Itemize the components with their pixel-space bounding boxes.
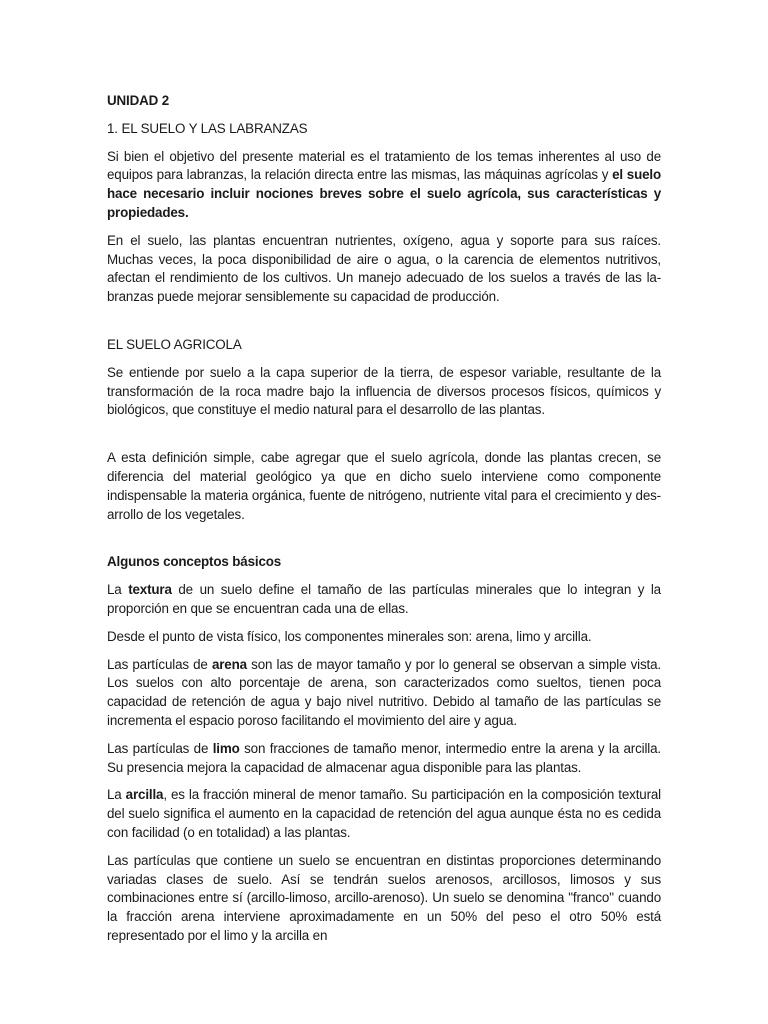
- spacer: [107, 316, 661, 336]
- paragraph-texture: [107, 581, 661, 619]
- paragraph-texture-text-a: La: [107, 582, 129, 598]
- paragraph-sand-text-a: Las partículas de: [107, 656, 212, 672]
- paragraph-soil-definition: Se entiende por suelo a la capa superior de la tierra, de espesor variable, resultante de la transformación de la roca madre bajo la influencia de diversos procesos físicos, químicos y biológicos, que constituye el medio natural para el desarrollo de las plantas.: [107, 364, 661, 418]
- paragraph-silt-text-c: son fracciones de tamaño menor, intermedio entre la arena y la arcilla. Su presencia mejora la capacidad de almacenar agua disponible para las plantas.: [107, 740, 662, 775]
- section-title-suelo-labranzas: 1. EL SUELO Y LAS LABRANZAS: [107, 120, 308, 136]
- paragraph-sand-term: arena: [211, 656, 247, 672]
- paragraph-plants-soil: En el suelo, las plantas encuentran nutrientes, oxígeno, agua y soporte para sus raíces. Muchas veces, la poca disponibilidad de aire o agua, o la carencia de elementos nutritivos, afectan el rendimiento de los cultivos. Un manejo adecuado de los suelos a través de las la- branzas puede mejorar sensiblemente su capacidad de producción.: [107, 232, 661, 305]
- paragraph-texture-text-c: de un suelo define el tamaño de las partículas minerales que lo integran y la proporción en que se encuentran cada una de ellas.: [107, 582, 661, 616]
- paragraph-clay-text-c: , es la fracción mineral de menor tamaño. Su participación en la composición textural del suelo significa el aumento en la capacidad de retención del agua aunque ésta no es cedida con facilidad (o en totalidad) a las plantas.: [107, 787, 661, 840]
- paragraph-soil-classes: Las partículas que contiene un suelo se encuentran en distintas proporciones determinando variadas clases de suelo. Así se tendrán suelos arenosos, arcillosos, limosos y sus combinaciones entre sí (arcillo-limoso, arcillo-arenoso). Un suelo se denomina "franco" cuando la fracción arena interviene aproximadamente en un 50% del peso el otro 50% está representado por el limo y la arcilla en: [107, 852, 661, 943]
- spacer: [107, 429, 661, 449]
- paragraph-silt-term: limo: [212, 740, 240, 756]
- paragraph-objective: [107, 148, 661, 223]
- paragraph-agricultural-soil: A esta definición simple, cabe agregar que el suelo agrícola, donde las plantas crecen, se diferencia del material geológico ya que en dicho suelo interviene como componente indispensable la materia orgánica, fuente de nitrógeno, nutriente vital para el crecimiento y des- arrollo de los vegetales.: [107, 450, 661, 522]
- unit-title: UNIDAD 2: [107, 93, 170, 108]
- paragraph-objective-text: Si bien el objetivo del presente material es el tratamiento de los temas inherentes al uso de equipos para labranzas, la relación directa entre las mismas, las máquinas agrícolas y: [107, 148, 661, 183]
- section-title-suelo-agricola: EL SUELO AGRICOLA: [107, 336, 242, 352]
- paragraph-objective-bold: el suelo hace necesario incluir nociones breves sobre el suelo agrícola, sus características y propiedades.: [107, 167, 661, 220]
- paragraph-clay-text-a: La: [107, 787, 126, 803]
- paragraph-mineral-components: Desde el punto de vista físico, los componentes minerales son: arena, limo y arcilla.: [107, 628, 592, 644]
- concepts-title: Algunos conceptos básicos: [107, 554, 282, 570]
- paragraph-clay-term: arcilla: [125, 787, 164, 803]
- paragraph-silt-text-a: Las partículas de: [107, 740, 213, 756]
- paragraph-silt: [107, 740, 661, 778]
- paragraph-sand: [107, 656, 661, 731]
- spacer: [107, 533, 661, 553]
- paragraph-sand-text-c: son las de mayor tamaño y por lo general se observan a simple vista. Los suelos con alto porcentaje de arena, son caracterizados como sueltos, tienen poca capacidad de retención de agua y bajo nivel nutritivo. Debido al tamaño de las partículas se incrementa el espacio poroso facilitando el movimiento del aire y agua.: [107, 656, 661, 728]
- paragraph-clay: [107, 786, 661, 842]
- paragraph-texture-term: textura: [128, 582, 172, 598]
